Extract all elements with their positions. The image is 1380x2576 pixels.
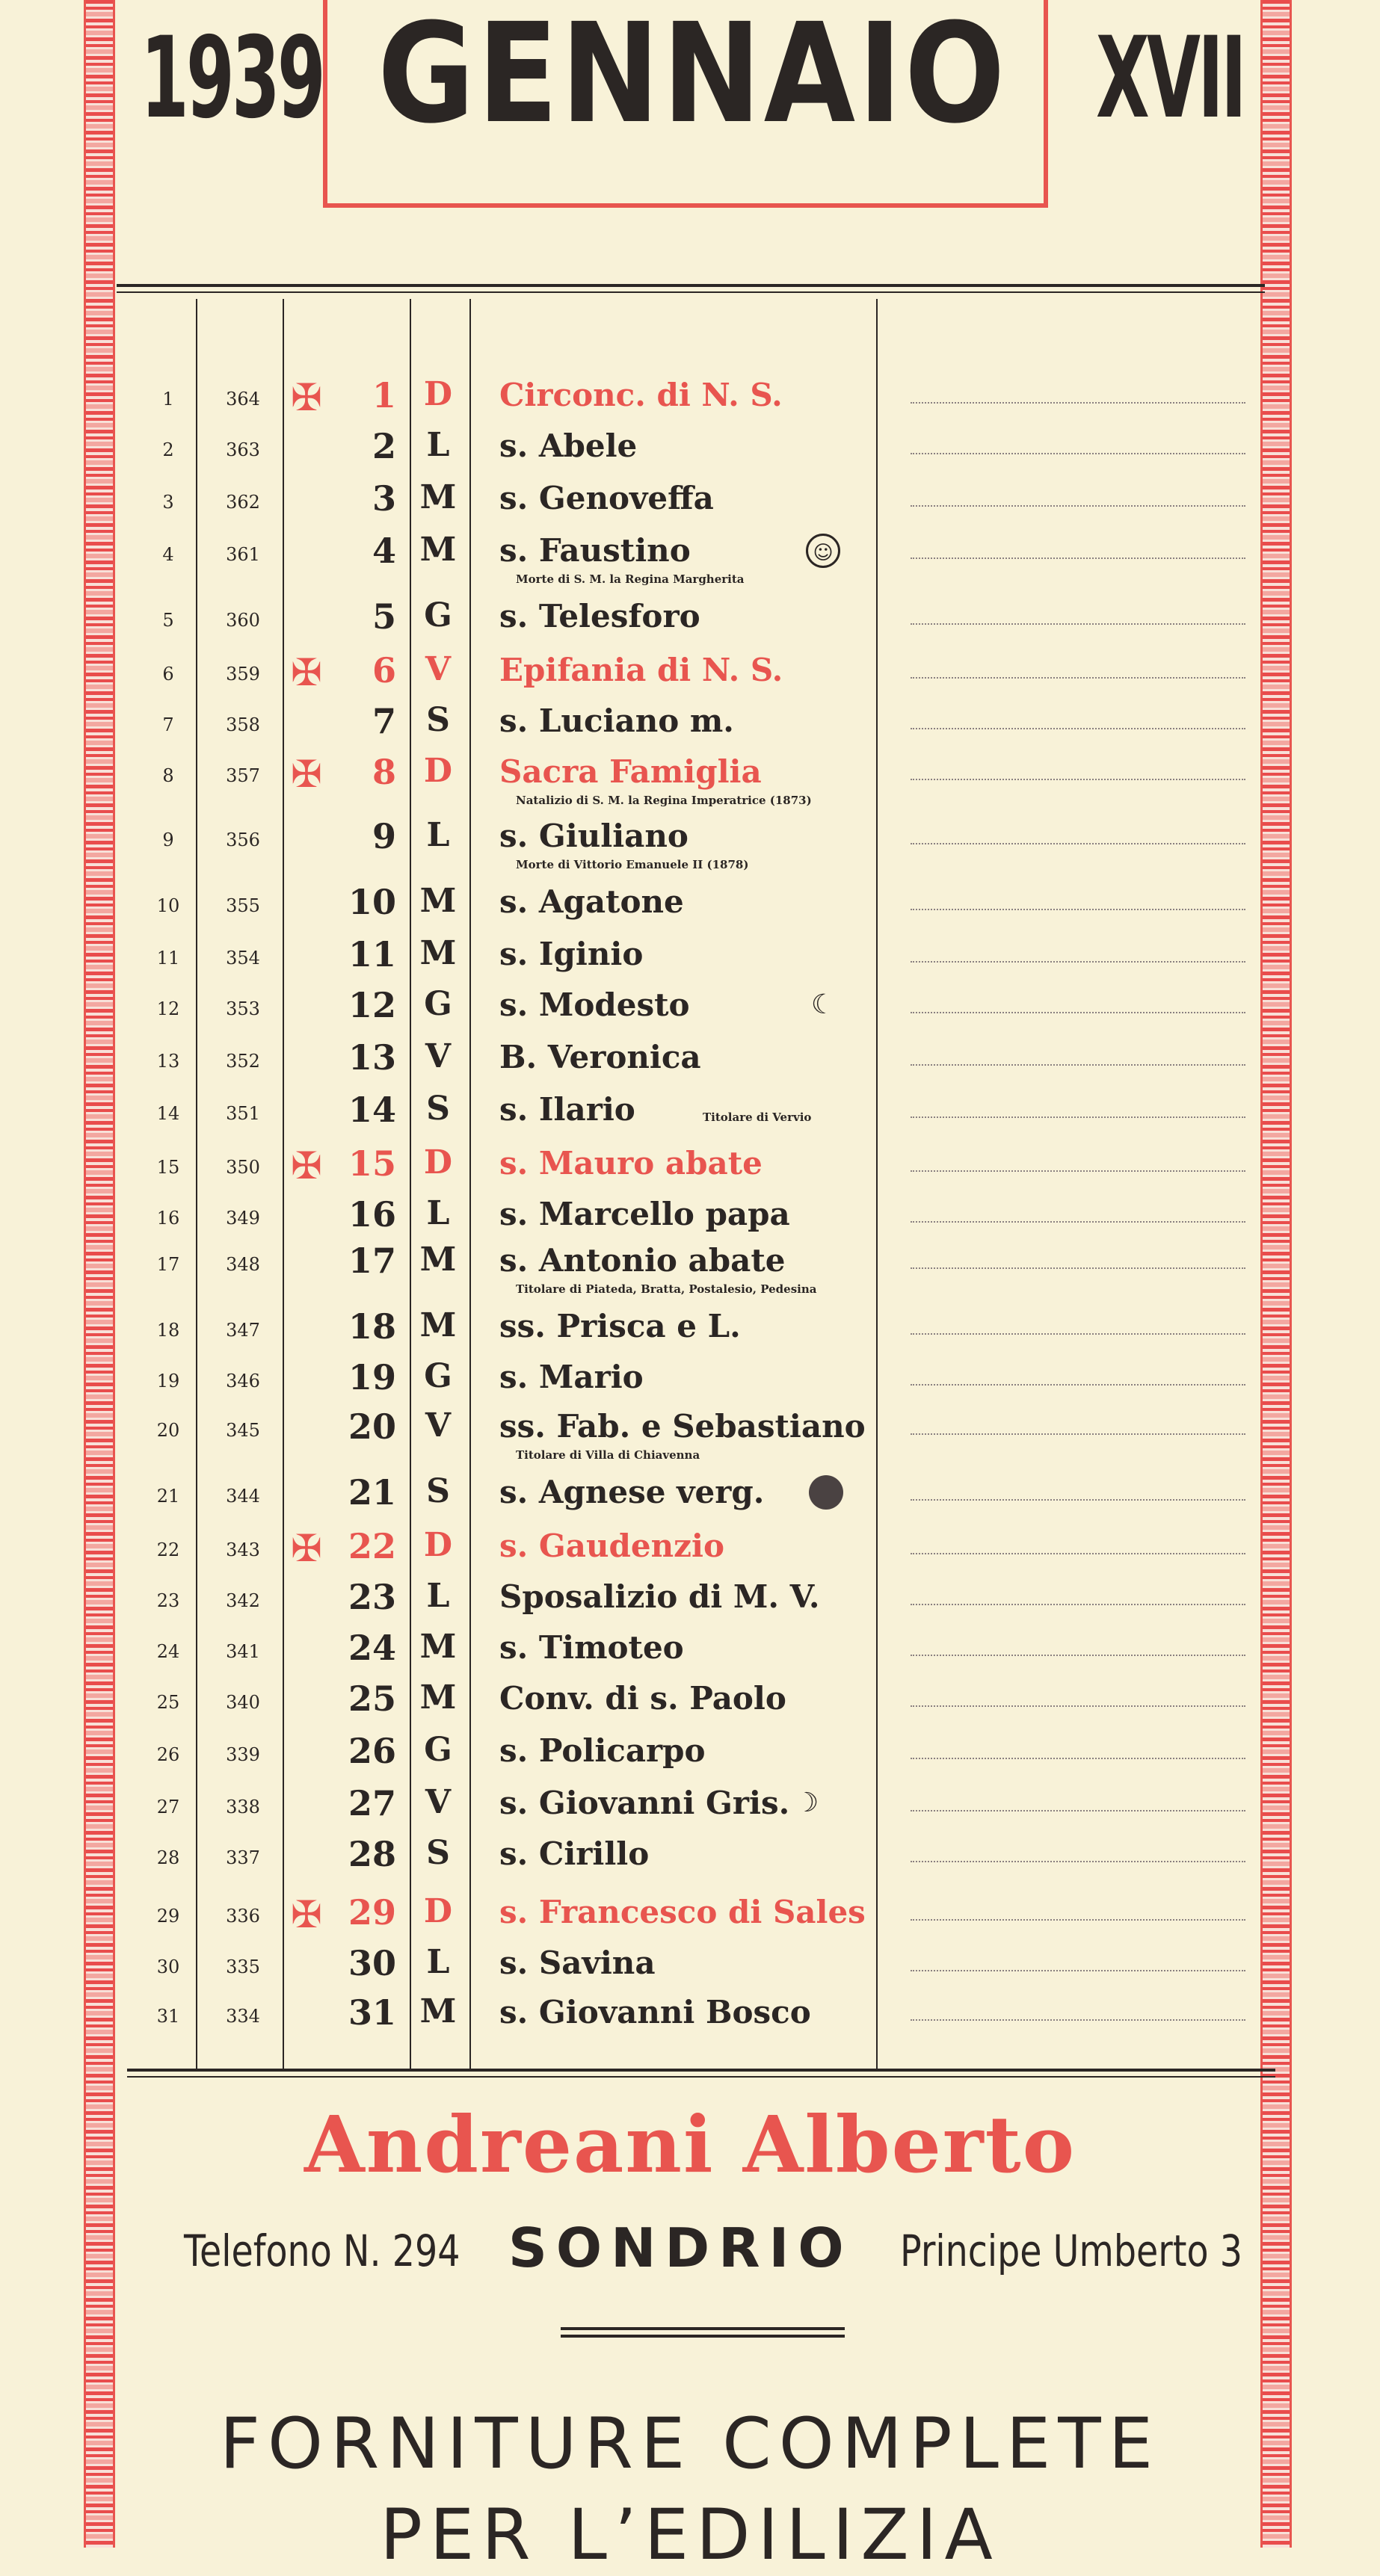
weekday-letter: S [426, 1090, 450, 1128]
days-remaining: 362 [226, 492, 260, 513]
day-of-year: 28 [156, 1847, 180, 1868]
days-remaining: 357 [226, 765, 260, 786]
moon-phase-icon: ☺ [806, 534, 840, 568]
day-number: 12 [348, 985, 396, 1025]
month-title: GENNAIO [378, 0, 1008, 154]
saint-name: s. Genoveffa [499, 480, 714, 516]
day-number: 26 [348, 1731, 396, 1771]
calendar-row [0, 1626, 1380, 1675]
table-top-rule-2 [117, 291, 1265, 293]
day-of-year: 6 [162, 664, 174, 685]
day-number: 20 [348, 1406, 396, 1447]
weekday-letter: M [419, 478, 457, 516]
cross-icon: ✠ [291, 651, 322, 694]
day-number: 30 [348, 1943, 396, 1983]
notes-dotted-line [911, 1012, 1245, 1013]
notes-dotted-line [911, 843, 1245, 844]
days-remaining: 352 [226, 1051, 260, 1072]
calendar-row [0, 529, 1380, 586]
cross-icon: ✠ [291, 376, 322, 419]
day-of-year: 18 [156, 1320, 180, 1341]
weekday-letter: M [419, 1992, 457, 2030]
calendar-row [0, 1405, 1380, 1462]
day-of-year: 23 [156, 1590, 180, 1611]
day-of-year: 3 [162, 492, 174, 513]
title-box [323, 0, 1048, 208]
days-remaining: 342 [226, 1590, 260, 1611]
day-note: Natalizio di S. M. la Regina Imperatrice (1873) [516, 794, 812, 807]
day-of-year: 2 [162, 439, 174, 460]
notes-dotted-line [911, 1553, 1245, 1554]
day-of-year: 10 [156, 895, 180, 916]
notes-dotted-line [911, 1655, 1245, 1656]
saint-name: s. Abele [499, 427, 638, 464]
day-of-year: 30 [156, 1956, 180, 1977]
notes-dotted-line [911, 1499, 1245, 1501]
saint-name: s. Iginio [499, 936, 644, 972]
saint-name: s. Marcello papa [499, 1196, 790, 1232]
calendar-row [0, 1036, 1380, 1085]
saint-name: s. Policarpo [499, 1732, 706, 1769]
calendar-row [0, 1991, 1380, 2040]
day-of-year: 13 [156, 1051, 180, 1072]
saint-name: s. Mauro abate [499, 1145, 763, 1182]
day-of-year: 29 [156, 1906, 180, 1927]
calendar-row [0, 880, 1380, 930]
calendar-row [0, 1193, 1380, 1242]
table-bottom-rule [127, 2069, 1275, 2072]
calendar-row [0, 983, 1380, 1033]
day-number: 7 [372, 701, 396, 741]
notes-dotted-line [911, 505, 1245, 507]
day-of-year: 9 [162, 830, 174, 850]
days-remaining: 334 [226, 2006, 260, 2027]
notes-dotted-line [911, 1810, 1245, 1811]
days-remaining: 339 [226, 1744, 260, 1765]
weekday-letter: L [426, 1943, 450, 1981]
calendar-row [0, 1575, 1380, 1625]
calendar-row [0, 1525, 1380, 1574]
days-remaining: 349 [226, 1208, 260, 1229]
calendar-row [0, 1088, 1380, 1137]
weekday-letter: M [419, 1306, 457, 1344]
calendar-row [0, 1942, 1380, 1991]
notes-dotted-line [911, 1758, 1245, 1759]
calendar-row [0, 1471, 1380, 1520]
weekday-letter: G [424, 1731, 452, 1769]
day-number: 18 [348, 1306, 396, 1347]
notes-dotted-line [911, 623, 1245, 625]
advertiser-phone: Telefono N. 294 [184, 2226, 460, 2276]
saint-name: Sposalizio di M. V. [499, 1578, 820, 1615]
day-of-year: 26 [156, 1744, 180, 1765]
notes-dotted-line [911, 1919, 1245, 1921]
day-of-year: 7 [162, 714, 174, 735]
weekday-letter: D [423, 375, 453, 413]
calendar-row [0, 750, 1380, 807]
day-note: Titolare di Piateda, Bratta, Postalesio, Pedesina [516, 1282, 817, 1296]
day-number: 5 [372, 596, 396, 637]
weekday-letter: G [424, 985, 452, 1023]
day-number: 23 [348, 1577, 396, 1617]
day-of-year: 31 [156, 2006, 180, 2027]
advertiser-address: Principe Umberto 3 [900, 2226, 1242, 2276]
notes-dotted-line [911, 453, 1245, 454]
saint-name: Sacra Famiglia [499, 753, 762, 790]
days-remaining: 345 [226, 1420, 260, 1441]
notes-dotted-line [911, 1064, 1245, 1066]
weekday-letter: V [425, 1037, 452, 1075]
day-number: 3 [372, 478, 396, 519]
days-remaining: 358 [226, 714, 260, 735]
notes-dotted-line [911, 677, 1245, 679]
cross-icon: ✠ [291, 1527, 322, 1570]
day-number: 14 [348, 1090, 396, 1130]
calendar-row [0, 1142, 1380, 1191]
cross-icon: ✠ [291, 753, 322, 796]
cross-icon: ✠ [291, 1893, 322, 1936]
day-number: 13 [348, 1037, 396, 1078]
days-remaining: 363 [226, 439, 260, 460]
days-remaining: 354 [226, 948, 260, 969]
day-of-year: 15 [156, 1157, 180, 1178]
weekday-letter: M [419, 1678, 457, 1717]
days-remaining: 346 [226, 1371, 260, 1392]
saint-name: s. Antonio abate [499, 1242, 786, 1279]
cross-icon: ✠ [291, 1144, 322, 1187]
day-number: 16 [348, 1194, 396, 1235]
saint-name: Circonc. di N. S. [499, 377, 783, 413]
days-remaining: 360 [226, 610, 260, 631]
day-of-year: 27 [156, 1797, 180, 1817]
calendar-row [0, 1891, 1380, 1940]
days-remaining: 335 [226, 1956, 260, 1977]
day-number: 31 [348, 1992, 396, 2033]
days-remaining: 348 [226, 1254, 260, 1275]
notes-dotted-line [911, 1333, 1245, 1335]
notes-dotted-line [911, 961, 1245, 963]
saint-name: s. Faustino [499, 532, 691, 569]
notes-dotted-line [911, 1170, 1245, 1172]
notes-dotted-line [911, 779, 1245, 780]
day-number: 11 [348, 934, 396, 975]
weekday-letter: M [419, 882, 457, 920]
day-of-year: 8 [162, 765, 174, 786]
day-number: 28 [348, 1834, 396, 1874]
table-bottom-rule-2 [127, 2076, 1275, 2078]
day-number: 9 [372, 816, 396, 856]
saint-name: s. Cirillo [499, 1835, 650, 1872]
calendar-row [0, 1677, 1380, 1726]
saint-name: s. Timoteo [499, 1629, 684, 1666]
calendar-row [0, 815, 1380, 871]
moon-phase-icon: ☾ [810, 989, 836, 1020]
days-remaining: 338 [226, 1797, 260, 1817]
notes-dotted-line [911, 1604, 1245, 1605]
calendar-row [0, 1356, 1380, 1405]
day-of-year: 1 [162, 389, 174, 410]
saint-name: s. Giovanni Gris. [499, 1785, 790, 1821]
days-remaining: 340 [226, 1692, 260, 1713]
calendar-row [0, 1729, 1380, 1779]
days-remaining: 361 [226, 544, 260, 565]
days-remaining: 350 [226, 1157, 260, 1178]
weekday-letter: M [419, 1241, 457, 1279]
calendar-row [0, 649, 1380, 698]
day-number: 2 [372, 426, 396, 466]
weekday-letter: G [424, 596, 452, 634]
saint-name: s. Giuliano [499, 818, 689, 854]
advertiser-city: SONDRIO [508, 2217, 853, 2279]
day-note: Titolare di Villa di Chiavenna [516, 1448, 700, 1462]
day-note: Morte di Vittorio Emanuele II (1878) [516, 858, 749, 871]
days-remaining: 359 [226, 664, 260, 685]
calendar-row [0, 1239, 1380, 1296]
weekday-letter: S [426, 701, 450, 739]
day-of-year: 11 [156, 948, 180, 969]
days-remaining: 355 [226, 895, 260, 916]
saint-name: s. Mario [499, 1359, 644, 1395]
advert-slogan-line-1: FORNITURE COMPLETE [219, 2403, 1161, 2485]
day-of-year: 24 [156, 1641, 180, 1662]
calendar-row [0, 699, 1380, 749]
notes-dotted-line [911, 1116, 1245, 1118]
saint-name: ss. Fab. e Sebastiano [499, 1408, 866, 1445]
notes-dotted-line [911, 1861, 1245, 1862]
notes-dotted-line [911, 2019, 1245, 2021]
saint-name: s. Ilario [499, 1091, 635, 1128]
weekday-letter: S [426, 1834, 450, 1872]
day-number: 21 [348, 1472, 396, 1513]
table-top-rule [117, 284, 1265, 287]
weekday-letter: L [426, 1194, 450, 1232]
day-of-year: 16 [156, 1208, 180, 1229]
day-number: 27 [348, 1783, 396, 1823]
moon-phase-icon: ☽ [794, 1788, 819, 1818]
days-remaining: 337 [226, 1847, 260, 1868]
saint-name: Conv. di s. Paolo [499, 1680, 786, 1717]
days-remaining: 341 [226, 1641, 260, 1662]
weekday-letter: V [425, 650, 452, 688]
calendar-row [0, 374, 1380, 423]
days-remaining: 336 [226, 1906, 260, 1927]
notes-dotted-line [911, 1221, 1245, 1223]
day-of-year: 5 [162, 610, 174, 631]
saint-name: s. Agatone [499, 883, 684, 920]
calendar-row [0, 477, 1380, 526]
weekday-letter: M [419, 1628, 457, 1666]
day-side-note: Titolare di Vervio [703, 1111, 812, 1124]
day-number: 25 [348, 1678, 396, 1719]
notes-dotted-line [911, 1433, 1245, 1435]
calendar-row [0, 933, 1380, 982]
notes-dotted-line [911, 557, 1245, 559]
advertiser-name: Andreani Alberto [304, 2098, 1076, 2190]
saint-name: s. Luciano m. [499, 702, 734, 739]
day-number: 4 [372, 531, 396, 571]
day-of-year: 4 [162, 544, 174, 565]
days-remaining: 356 [226, 830, 260, 850]
days-remaining: 343 [226, 1539, 260, 1560]
saint-name: B. Veronica [499, 1039, 701, 1075]
weekday-letter: M [419, 934, 457, 972]
double-rule-divider [561, 2327, 845, 2338]
day-of-year: 22 [156, 1539, 180, 1560]
calendar-row [0, 424, 1380, 474]
day-number: 10 [348, 882, 396, 922]
day-of-year: 14 [156, 1103, 180, 1124]
fascist-era-year: XVII [1096, 13, 1245, 143]
days-remaining: 364 [226, 389, 260, 410]
weekday-letter: V [425, 1783, 452, 1821]
saint-name: s. Agnese verg. [499, 1474, 765, 1510]
saint-name: ss. Prisca e L. [499, 1308, 741, 1344]
day-number: 8 [372, 752, 396, 792]
calendar-row [0, 1832, 1380, 1882]
weekday-letter: G [424, 1357, 452, 1395]
day-number: 17 [348, 1241, 396, 1281]
day-of-year: 25 [156, 1692, 180, 1713]
weekday-letter: D [423, 1892, 453, 1930]
saint-name: Epifania di N. S. [499, 652, 783, 688]
weekday-letter: D [423, 1143, 453, 1182]
day-of-year: 19 [156, 1371, 180, 1392]
weekday-letter: L [426, 426, 450, 464]
saint-name: s. Modesto [499, 986, 690, 1023]
day-number: 22 [348, 1526, 396, 1566]
day-of-year: 12 [156, 998, 180, 1019]
notes-dotted-line [911, 1384, 1245, 1386]
saint-name: s. Savina [499, 1945, 656, 1981]
saint-name: s. Giovanni Bosco [499, 1994, 811, 2030]
calendar-row [0, 1782, 1380, 1831]
days-remaining: 351 [226, 1103, 260, 1124]
notes-dotted-line [911, 1705, 1245, 1707]
saint-name: s. Telesforo [499, 598, 700, 634]
day-of-year: 17 [156, 1254, 180, 1275]
weekday-letter: D [423, 1526, 453, 1564]
day-of-year: 21 [156, 1486, 180, 1507]
weekday-letter: D [423, 752, 453, 790]
day-number: 1 [372, 375, 396, 416]
calendar-row [0, 1305, 1380, 1354]
year-label: 1939 [141, 13, 323, 143]
weekday-letter: S [426, 1472, 450, 1510]
weekday-letter: M [419, 531, 457, 569]
moon-phase-icon [809, 1475, 843, 1510]
notes-dotted-line [911, 728, 1245, 729]
advert-slogan-line-2: PER L’EDILIZIA [380, 2495, 1000, 2576]
day-note: Morte di S. M. la Regina Margherita [516, 572, 745, 586]
weekday-letter: L [426, 1577, 450, 1615]
notes-dotted-line [911, 1267, 1245, 1269]
notes-dotted-line [911, 1970, 1245, 1971]
days-remaining: 344 [226, 1486, 260, 1507]
days-remaining: 353 [226, 998, 260, 1019]
notes-dotted-line [911, 909, 1245, 910]
day-number: 24 [348, 1628, 396, 1668]
day-of-year: 20 [156, 1420, 180, 1441]
day-number: 15 [348, 1143, 396, 1184]
saint-name: s. Gaudenzio [499, 1528, 724, 1564]
day-number: 6 [372, 650, 396, 691]
day-number: 19 [348, 1357, 396, 1397]
weekday-letter: L [426, 816, 450, 854]
calendar-row [0, 595, 1380, 644]
weekday-letter: V [425, 1406, 452, 1445]
day-number: 29 [348, 1892, 396, 1933]
notes-dotted-line [911, 402, 1245, 404]
days-remaining: 347 [226, 1320, 260, 1341]
saint-name: s. Francesco di Sales [499, 1894, 866, 1930]
